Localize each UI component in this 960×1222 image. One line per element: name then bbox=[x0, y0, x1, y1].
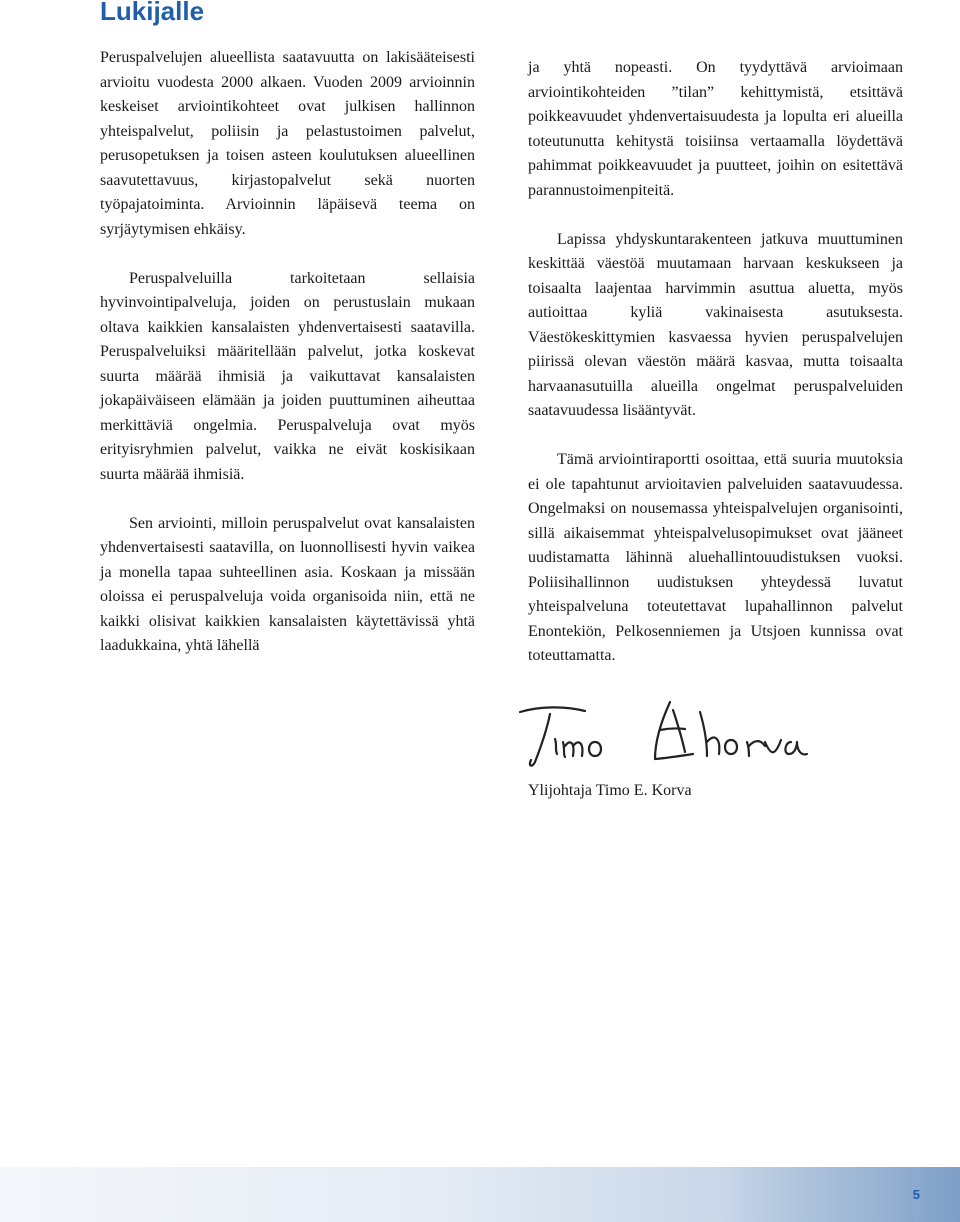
paragraph-intro: Peruspalvelujen alueellista saatavuutta on lakisääteisesti arvioitu vuodesta 2000 alkaen. Vuoden 2009 arvioinnin keskeiset arviointikohteet ovat julkisen hallinnon yhteispalvelut, poliisin ja pelastustoimen palvelut, perusopetuksen ja toisen asteen koulutuksen alueellinen saavutettavuus, kirjastopalvelut sekä nuorten työpajatoiminta. Arvioinnin läpäisevä teema on syrjäytymisen ehkäisy. bbox=[100, 49, 475, 238]
page-title: Lukijalle bbox=[100, 0, 205, 26]
left-column bbox=[100, 46, 475, 659]
page-number: 5 bbox=[912, 1187, 920, 1202]
footer-band bbox=[0, 1167, 960, 1222]
signature-drawing bbox=[495, 684, 835, 784]
paragraph-definition: Peruspalveluilla tarkoitetaan sellaisia hyvinvointipalveluja, joiden on perustuslain mukaan oltava kaikkien kansalaisten yhdenvertaisesti saatavilla. Peruspalveluiksi määritellään palvelut, jotka koskevat suurta määrää ihmisiä ja vaikuttavat kansalaisten jokapäiväiseen elämään ja joiden puuttuminen aiheuttaa merkittäviä ongelmia. Peruspalveluja ovat myös erityisryhmien palvelut, vaikka ne eivät koskisikaan suurta määrää ihmisiä. bbox=[100, 269, 475, 483]
right-column bbox=[528, 56, 903, 669]
paragraph-continuation: ja yhtä nopeasti. On tyydyttävä arvioimaan arviointikohteiden ”tilan” kehittymistä, etsittävä poikkeavuudet yhdenvertaisuudesta ja lopulta eri alueilla toteutunutta kehitystä toisiinsa vertaamalla löydettävä pahimmat poikkeavuudet ja puutteet, joihin on esitettävä parannustoimenpiteitä. bbox=[528, 59, 903, 199]
paragraph-report: Tämä arviointiraportti osoittaa, että suuria muutoksia ei ole tapahtunut arvioitavien palveluiden saatavuudessa. Ongelmaksi on nousemassa yhteispalvelujen organisointi, sillä aikaisemmat yhteispalvelusopimukset ovat jääneet uudistamatta lähinnä aluehallintouudistuksen vuoksi. Poliisihallinnon uudistuksen yhteydessä luvatut yhteispalveluna toteutettavat lupahallinnon palvelut Enontekiön, Pelkosenniemen ja Utsjoen kunnissa ovat toteuttamatta. bbox=[528, 451, 903, 664]
paragraph-lapland: Lapissa yhdyskuntarakenteen jatkuva muuttuminen keskittää väestöä muutamaan harvaan keskukseen ja toisaalta laajentaa harvimmin asuttua aluetta, myös autioittaa kyliä vakinaisesta asutuksesta. Väestökeskittymien kasvaessa hyvien peruspalvelujen piirissä olevan väestön määrä kasvaa, mutta toisaalta harvaanasutuilla alueilla ongelmat peruspalveluiden saatavuudessa lisääntyvät. bbox=[528, 230, 903, 419]
paragraph-assessment: Sen arviointi, milloin peruspalvelut ovat kansalaisten yhdenvertaisesti saatavilla, on luonnollisesti hyvin vaikea ja monella tapaa suhteellinen asia. Koskaan ja missään oloissa ei peruspalveluja voida organisoida niin, että ne kaikki olisivat kaikkien kansalaisten käytettävissä yhtä laadukkaina, yhtä lähellä bbox=[100, 514, 475, 654]
signature-caption: Ylijohtaja Timo E. Korva bbox=[528, 782, 692, 799]
signature-image bbox=[495, 684, 835, 784]
